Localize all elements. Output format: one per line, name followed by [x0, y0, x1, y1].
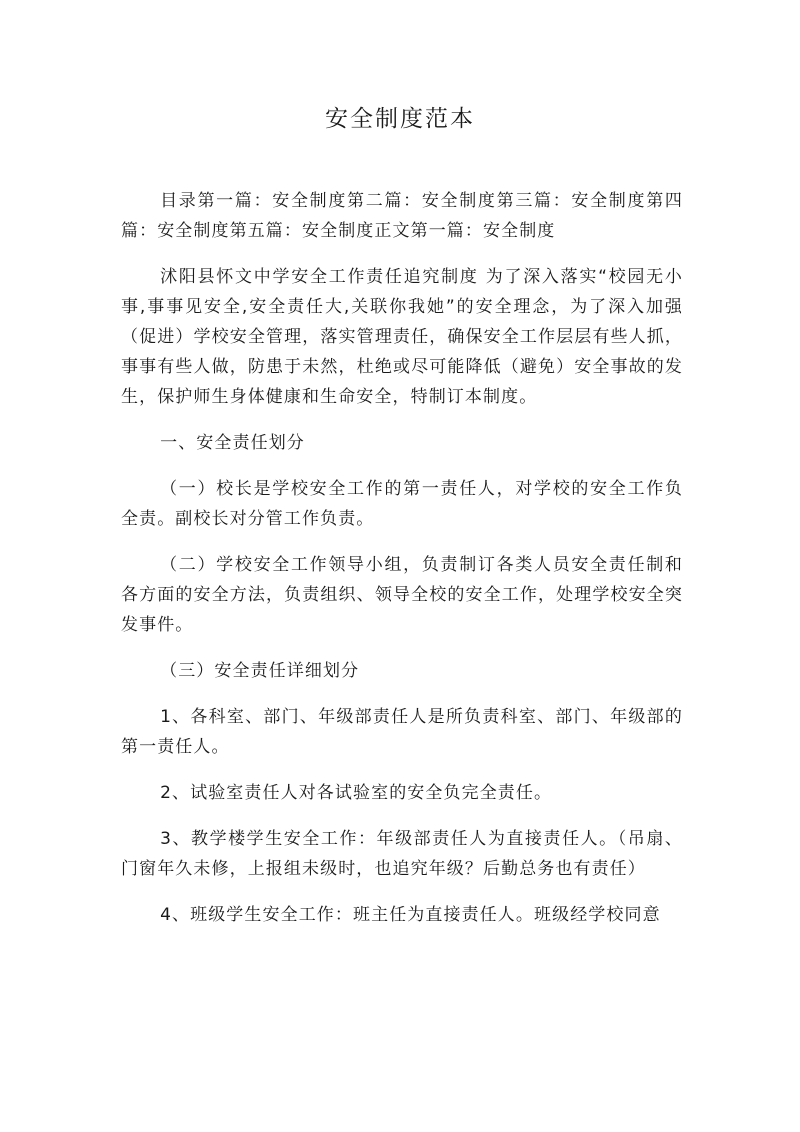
paragraph-table-of-contents: 目录第一篇：安全制度第二篇：安全制度第三篇：安全制度第四篇：安全制度第五篇：安全制度正文第一篇：安全制度	[121, 191, 683, 241]
document-body	[121, 186, 683, 946]
document-title: 安全制度范本	[325, 106, 475, 132]
paragraph-item: 1、各科室、部门、年级部责任人是所负责科室、部门、年级部的第一责任人。	[121, 707, 683, 757]
paragraph-item: 4、班级学生安全工作：班主任为直接责任人。班级经学校同意	[160, 905, 661, 925]
section-heading: 一、安全责任划分	[160, 433, 305, 453]
paragraph-item: （二）学校安全工作领导小组，负责制订各类人员安全责任制和各方面的安全方法，负责组织、领导全校的安全工作，处理学校安全突发事件。	[121, 555, 683, 635]
paragraph-item: （一）校长是学校安全工作的第一责任人，对学校的安全工作负全责。副校长对分管工作负责。	[121, 479, 683, 529]
paragraph-introduction: 沭阳县怀文中学安全工作责任追究制度 为了深入落实“校园无小事,事事见安全,安全责任大,关联你我她”的安全理念，为了深入加强（促进）学校安全管理，落实管理责任，确保安全工作层层有些人抓，事事有些人做，防患于未然，杜绝或尽可能降低（避免）安全事故的发生，保护师生身体健康和生命安全，特制订本制度。	[121, 267, 683, 407]
subsection-heading: （三）安全责任详细划分	[160, 661, 360, 681]
paragraph-item: 3、教学楼学生安全工作：年级部责任人为直接责任人。（吊扇、门窗年久未修，上报组未级时，也追究年级？后勤总务也有责任）	[121, 829, 683, 879]
paragraph-item: 2、试验室责任人对各试验室的安全负完全责任。	[160, 783, 553, 803]
